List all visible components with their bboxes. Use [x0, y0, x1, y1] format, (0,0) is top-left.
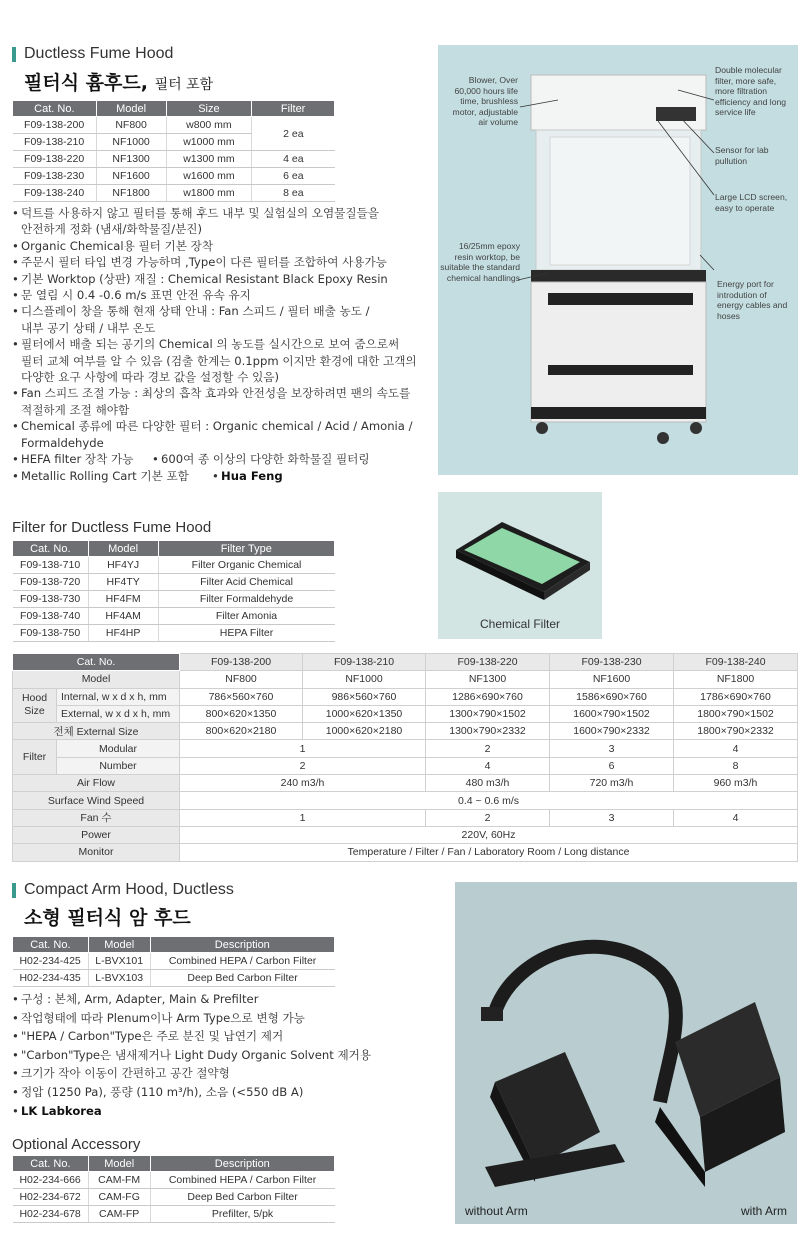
callout-epoxy: 16/25mm epoxy resin worktop, be suitable the standard chemical handlings: [440, 241, 520, 283]
spec-table: [12, 653, 798, 862]
type-cell: HEPA Filter: [158, 625, 334, 642]
feature-item: • "HEPA / Carbon"Type은 주로 분진 및 납연기 제거: [12, 1027, 430, 1046]
table-row: [13, 809, 798, 826]
chemical-filter-photo: [438, 492, 602, 639]
ductless-subtitle: [24, 68, 213, 95]
model-cell: NF1300: [96, 151, 166, 168]
table-row: [13, 844, 798, 861]
col-model: Model: [96, 101, 166, 117]
brand-name: Hua Feng: [221, 468, 283, 483]
filter-cell: 6 ea: [252, 168, 335, 185]
arm-title-text: Compact Arm Hood, Ductless: [24, 881, 234, 898]
col-cat-no: Cat. No.: [13, 937, 89, 953]
table-row: [13, 723, 798, 740]
arm-table: [12, 936, 335, 987]
ductless-model-table: [12, 100, 335, 202]
spec-airflow-label: Air Flow: [13, 775, 180, 792]
model-cell: NF1800: [96, 185, 166, 202]
table-row: [13, 117, 335, 134]
spec-total-label: 전체 External Size: [13, 723, 180, 740]
spec-external-label: External, w x d x h, mm: [57, 705, 180, 722]
filter-section-title: Filter for Ductless Fume Hood: [12, 519, 212, 536]
cat-cell: H02-234-435: [13, 970, 89, 987]
spec-internal-label: Internal, w x d x h, mm: [57, 688, 180, 705]
col-cat-no: Cat. No.: [13, 101, 97, 117]
col-filter-type: Filter Type: [158, 541, 334, 557]
arm-hood-illustration: [455, 882, 797, 1224]
title-bar-marker: [12, 47, 16, 62]
spec-number-label: Number: [57, 757, 180, 774]
spec-airflow-cell: 960 m3/h: [674, 775, 798, 792]
spec-modular-cell: 4: [674, 740, 798, 757]
feature-item-cont: 적절하게 조절 해야함: [21, 402, 130, 417]
model-cell: NF1600: [96, 168, 166, 185]
size-cell: w1300 mm: [166, 151, 252, 168]
size-cell: w800 mm: [166, 117, 252, 134]
spec-total-cell: 1800×790×2332: [674, 723, 798, 740]
feature-item-cont: 안전하게 정화 (냄새/화학물질/분진): [21, 222, 203, 237]
spec-number-cell: 2: [180, 757, 426, 774]
spec-external-cell: 1800×790×1502: [674, 705, 798, 722]
callout-lcd: Large LCD screen, easy to operate: [715, 192, 788, 213]
feature-item: • 600여 종 이상의 다양한 화학물질 필터링: [152, 451, 370, 467]
feature-item: • 구성 : 본체, Arm, Adapter, Main & Prefilter: [12, 990, 430, 1009]
chemical-filter-caption: Chemical Filter: [479, 617, 560, 631]
spec-model-cell: NF800: [180, 671, 303, 688]
size-cell: w1600 mm: [166, 168, 252, 185]
arm-hood-photo: [455, 882, 797, 1224]
table-row: [13, 625, 335, 642]
spec-fan-cell: 1: [180, 809, 426, 826]
model-cell: NF1000: [96, 134, 166, 151]
callout-sensor: Sensor for lab pullution: [715, 145, 769, 166]
spec-cat-cell: F09-138-220: [426, 654, 550, 671]
model-cell: L-BVX103: [88, 970, 150, 987]
spec-total-cell: 800×620×2180: [180, 723, 303, 740]
callout-energy-port: Energy port for introdution of energy cables and hoses: [717, 279, 788, 321]
spec-hood-size-label: Hood Size: [13, 688, 57, 723]
model-cell: HF4TY: [88, 574, 158, 591]
feature-item: • 덕트를 사용하지 않고 필터를 통해 후드 내부 및 실험실의 오염물질들을: [12, 205, 430, 221]
spec-modular-cell: 2: [426, 740, 550, 757]
feature-item-cont: 필터 교체 여부를 알 수 있음 (검출 한계는 0.1ppm 이지만 환경에 대한 고객의: [21, 353, 417, 368]
table-row: [13, 185, 335, 202]
feature-item-cont: 내부 공기 상태 / 내부 온도: [21, 320, 156, 335]
spec-external-cell: 1000×620×1350: [303, 705, 426, 722]
cat-cell: F09-138-240: [13, 185, 97, 202]
col-model: Model: [88, 541, 158, 557]
spec-cat-cell: F09-138-230: [550, 654, 674, 671]
feature-item: • 문 열림 시 0.4 -0.6 m/s 표면 안전 유속 유지: [12, 287, 430, 303]
table-row: [13, 953, 335, 970]
model-cell: CAM-FM: [88, 1172, 150, 1189]
table-row: [13, 1206, 335, 1223]
feature-item: • Metallic Rolling Cart 기본 포함: [12, 468, 212, 484]
spec-number-cell: 8: [674, 757, 798, 774]
ductless-title: [12, 45, 173, 63]
filter-cell: 2 ea: [252, 117, 335, 151]
spec-model-cell: NF1600: [550, 671, 674, 688]
spec-filter-label: Filter: [13, 740, 57, 775]
ductless-subtitle-note: 필터 포함: [154, 77, 214, 93]
arm-title: [12, 881, 234, 899]
spec-number-cell: 4: [426, 757, 550, 774]
spec-external-cell: 1300×790×1502: [426, 705, 550, 722]
type-cell: Filter Acid Chemical: [158, 574, 334, 591]
photo-caption-without-arm: without Arm: [465, 1204, 528, 1218]
feature-item-cont: Formaldehyde: [21, 435, 104, 450]
spec-number-cell: 6: [550, 757, 674, 774]
model-cell: HF4YJ: [88, 557, 158, 574]
feature-item: • "Carbon"Type은 냄새제거나 Light Dudy Organic Solvent 제거용: [12, 1046, 430, 1065]
feature-item: • 주문시 필터 타입 변경 가능하며 ,Type이 다른 필터를 조합하여 사용가능: [12, 254, 430, 270]
table-row: [13, 151, 335, 168]
cat-cell: F09-138-710: [13, 557, 89, 574]
spec-fan-cell: 3: [550, 809, 674, 826]
spec-total-cell: 1600×790×2332: [550, 723, 674, 740]
spec-wind-cell: 0.4 ~ 0.6 m/s: [180, 792, 798, 809]
col-description: Description: [150, 1156, 334, 1172]
callout-blower: Blower, Over 60,000 hours life time, brushless motor, adjustable air volume: [452, 75, 518, 127]
table-row: [13, 970, 335, 987]
feature-item: • 기본 Worktop (상판) 재질 : Chemical Resistant Black Epoxy Resin: [12, 271, 430, 287]
model-cell: L-BVX101: [88, 953, 150, 970]
table-row: [13, 591, 335, 608]
ductless-title-text: Ductless Fume Hood: [24, 45, 174, 62]
spec-cat-cell: F09-138-240: [674, 654, 798, 671]
description-cell: Combined HEPA / Carbon Filter: [150, 953, 334, 970]
spec-fan-label: Fan 수: [13, 809, 180, 826]
cat-cell: F09-138-200: [13, 117, 97, 134]
fume-hood-photo: [438, 45, 798, 475]
col-model: Model: [88, 1156, 150, 1172]
model-cell: HF4AM: [88, 608, 158, 625]
table-row: [13, 792, 798, 809]
table-row: [13, 557, 335, 574]
spec-cat-cell: F09-138-210: [303, 654, 426, 671]
spec-model-cell: NF1800: [674, 671, 798, 688]
table-row: [13, 705, 798, 722]
brand-name: LK Labkorea: [21, 1103, 102, 1118]
description-cell: Combined HEPA / Carbon Filter: [150, 1172, 334, 1189]
type-cell: Filter Organic Chemical: [158, 557, 334, 574]
model-cell: HF4HP: [88, 625, 158, 642]
arm-subtitle: 소형 필터식 암 후드: [24, 907, 191, 929]
spec-monitor-label: Monitor: [13, 844, 180, 861]
table-row: [13, 574, 335, 591]
description-cell: Deep Bed Carbon Filter: [150, 970, 334, 987]
table-row: [13, 826, 798, 843]
table-row: [13, 688, 798, 705]
spec-airflow-cell: 480 m3/h: [426, 775, 550, 792]
spec-power-label: Power: [13, 826, 180, 843]
spec-fan-cell: 4: [674, 809, 798, 826]
table-row: [13, 608, 335, 625]
optional-title: Optional Accessory: [12, 1136, 141, 1153]
col-filter: Filter: [252, 101, 335, 117]
description-cell: Prefilter, 5/pk: [150, 1206, 334, 1223]
col-description: Description: [150, 937, 334, 953]
spec-airflow-cell: 240 m3/h: [180, 775, 426, 792]
feature-item: • 필터에서 배출 되는 공기의 Chemical 의 농도를 실시간으로 보여 줌으로써: [12, 336, 430, 352]
cat-cell: H02-234-666: [13, 1172, 89, 1189]
model-cell: NF800: [96, 117, 166, 134]
col-size: Size: [166, 101, 252, 117]
chemical-filter-illustration: [438, 492, 602, 612]
spec-monitor-cell: Temperature / Filter / Fan / Laboratory Room / Long distance: [180, 844, 798, 861]
spec-external-cell: 1600×790×1502: [550, 705, 674, 722]
model-cell: CAM-FP: [88, 1206, 150, 1223]
filter-cell: 8 ea: [252, 185, 335, 202]
table-row: [13, 757, 798, 774]
cat-cell: F09-138-210: [13, 134, 97, 151]
spec-modular-cell: 1: [180, 740, 426, 757]
type-cell: Filter Amonia: [158, 608, 334, 625]
feature-item-cont: 다양한 요구 사항에 따라 경보 값을 설정할 수 있음): [21, 370, 279, 385]
type-cell: Filter Formaldehyde: [158, 591, 334, 608]
spec-cat-cell: F09-138-200: [180, 654, 303, 671]
filter-table: [12, 540, 335, 642]
spec-cat-label: Cat. No.: [13, 654, 180, 671]
spec-wind-label: Surface Wind Speed: [13, 792, 180, 809]
spec-power-cell: 220V, 60Hz: [180, 826, 798, 843]
feature-item: • Fan 스피드 조절 가능 : 최상의 흡착 효과와 안전성을 보장하려면 팬의 속도를: [12, 385, 430, 401]
cat-cell: F09-138-720: [13, 574, 89, 591]
optional-table: [12, 1155, 335, 1223]
spec-airflow-cell: 720 m3/h: [550, 775, 674, 792]
spec-total-cell: 1300×790×2332: [426, 723, 550, 740]
cat-cell: F09-138-730: [13, 591, 89, 608]
arm-feature-list: [12, 990, 430, 1120]
feature-item: • 작업형태에 따라 Plenum이나 Arm Type으로 변형 가능: [12, 1009, 430, 1028]
cat-cell: H02-234-425: [13, 953, 89, 970]
feature-item: • Organic Chemical용 필터 기본 장착: [12, 238, 430, 254]
col-cat-no: Cat. No.: [13, 541, 89, 557]
size-cell: w1800 mm: [166, 185, 252, 202]
size-cell: w1000 mm: [166, 134, 252, 151]
table-row: [13, 740, 798, 757]
cat-cell: F09-138-220: [13, 151, 97, 168]
col-model: Model: [88, 937, 150, 953]
spec-model-label: Model: [13, 671, 180, 688]
spec-internal-cell: 1586×690×760: [550, 688, 674, 705]
ductless-feature-list: [12, 205, 430, 484]
spec-modular-label: Modular: [57, 740, 180, 757]
table-row: [13, 775, 798, 792]
cat-cell: F09-138-230: [13, 168, 97, 185]
feature-item: • Chemical 종류에 따른 다양한 필터 : Organic chemical / Acid / Amonia /: [12, 418, 430, 434]
spec-internal-cell: 1786×690×760: [674, 688, 798, 705]
cat-cell: H02-234-678: [13, 1206, 89, 1223]
spec-internal-cell: 786×560×760: [180, 688, 303, 705]
col-cat-no: Cat. No.: [13, 1156, 89, 1172]
photo-caption-with-arm: with Arm: [740, 1204, 787, 1218]
title-bar-marker: [12, 883, 16, 898]
model-cell: HF4FM: [88, 591, 158, 608]
spec-model-cell: NF1000: [303, 671, 426, 688]
feature-item: • 디스플레이 창을 통해 현재 상태 안내 : Fan 스피드 / 필터 배출 농도 /: [12, 303, 430, 319]
table-row: [13, 168, 335, 185]
spec-internal-cell: 986×560×760: [303, 688, 426, 705]
spec-fan-cell: 2: [426, 809, 550, 826]
cat-cell: H02-234-672: [13, 1189, 89, 1206]
model-cell: CAM-FG: [88, 1189, 150, 1206]
table-row: [13, 1189, 335, 1206]
spec-external-cell: 800×620×1350: [180, 705, 303, 722]
spec-model-cell: NF1300: [426, 671, 550, 688]
feature-item: • 크기가 작아 이동이 간편하고 공간 절약형: [12, 1064, 430, 1083]
filter-cell: 4 ea: [252, 151, 335, 168]
description-cell: Deep Bed Carbon Filter: [150, 1189, 334, 1206]
feature-item: • 정압 (1250 Pa), 풍량 (110 m³/h), 소음 (<550 dB A): [12, 1083, 430, 1102]
table-row: [13, 1172, 335, 1189]
feature-item: • HEFA filter 장착 가능: [12, 451, 152, 467]
cat-cell: F09-138-750: [13, 625, 89, 642]
spec-internal-cell: 1286×690×760: [426, 688, 550, 705]
ductless-subtitle-ko: 필터식 흄후드,: [24, 72, 148, 94]
table-row: [13, 671, 798, 688]
cat-cell: F09-138-740: [13, 608, 89, 625]
spec-total-cell: 1000×620×2180: [303, 723, 426, 740]
spec-modular-cell: 3: [550, 740, 674, 757]
callout-double-filter: Double molecular filter, more safe, more filtration efficiency and long service life: [715, 65, 787, 117]
